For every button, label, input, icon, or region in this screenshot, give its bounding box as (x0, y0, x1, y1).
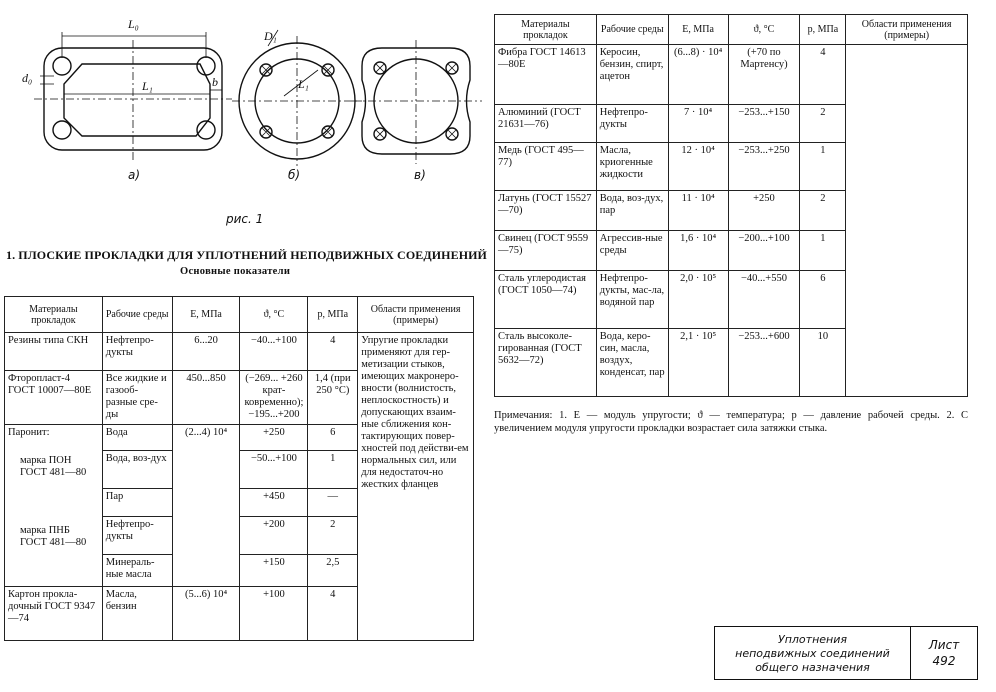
media-cell: Пар (102, 489, 172, 517)
modulus-cell: 1,6 · 10⁴ (668, 231, 728, 271)
title-block (714, 626, 978, 680)
material-cell: Картон прокла-дочный ГОСТ 9347—74 (5, 587, 103, 641)
header-temperature: ϑ, °C (240, 297, 308, 333)
material-cell: Свинец (ГОСТ 9559—75) (495, 231, 597, 271)
header-pressure: p, МПа (800, 15, 846, 45)
title-block-line-3: общего назначения (755, 661, 870, 674)
temperature-cell: +150 (240, 555, 308, 587)
application-cell: Упругие прокладки применяют для гер-метизации стыков, имеющих макронеро-вности (волнистость, неплоскостность) и допускающих взаим-ные сближения кон-тактирующих повер-хностей под действи-ем нормальных сил, или для недостаточ-но жестких фланцев (358, 333, 474, 641)
temperature-cell: +250 (240, 425, 308, 451)
material-cell: Алюминий (ГОСТ 21631—76) (495, 105, 597, 143)
modulus-cell: 2,1 · 10⁵ (668, 329, 728, 397)
table-header-row (5, 297, 474, 333)
material-cell-paronite (5, 425, 103, 587)
modulus-cell: (2...4) 10⁴ (172, 425, 240, 587)
pressure-cell: 4 (800, 45, 846, 105)
media-cell: Агрессив-ные среды (596, 231, 668, 271)
media-cell: Нефтепро-дукты, мас-ла, водяной пар (596, 271, 668, 329)
svg-text:L₀: L₀ (128, 17, 139, 31)
material-cell: Фибра ГОСТ 14613—80Е (495, 45, 597, 105)
header-temperature: ϑ, °C (728, 15, 800, 45)
title-block-line-1: Уплотнения (778, 633, 847, 646)
temperature-cell: +450 (240, 489, 308, 517)
figure-caption-a: а) (128, 168, 141, 182)
figure-caption: рис. 1 (226, 212, 264, 226)
temperature-cell: −253...+250 (728, 143, 800, 191)
pressure-cell: 2,5 (308, 555, 358, 587)
temperature-cell: +100 (240, 587, 308, 641)
sheet-number: 492 (932, 654, 956, 668)
temperature-cell: (+70 по Мартенсу) (728, 45, 800, 105)
temperature-cell: −50...+100 (240, 451, 308, 489)
temperature-cell: −40...+550 (728, 271, 800, 329)
temperature-cell: −253...+600 (728, 329, 800, 397)
media-cell: Нефтепро-дукты (102, 333, 172, 371)
media-cell: Керосин, бензин, спирт, ацетон (596, 45, 668, 105)
modulus-cell: 450...850 (172, 371, 240, 425)
application-cell (846, 45, 968, 397)
table-row (495, 45, 968, 105)
header-modulus: E, МПа (172, 297, 240, 333)
material-cell: Сталь высоколе-гированная (ГОСТ 5632—72) (495, 329, 597, 397)
header-material: Материалы прокладок (5, 297, 103, 333)
media-cell: Нефтепро-дукты (102, 517, 172, 555)
media-cell: Вода, воз-дух, пар (596, 191, 668, 231)
pressure-cell: 6 (308, 425, 358, 451)
svg-text:L₁: L₁ (142, 79, 153, 93)
sheet-label: Лист (928, 638, 960, 652)
modulus-cell: 2,0 · 10⁵ (668, 271, 728, 329)
header-application: Области применения (примеры) (846, 15, 968, 45)
modulus-cell: 12 · 10⁴ (668, 143, 728, 191)
title-block-text (715, 633, 910, 675)
modulus-cell: (5...6) 10⁴ (172, 587, 240, 641)
pressure-cell: 6 (800, 271, 846, 329)
material-cell: Фторопласт-4 ГОСТ 10007—80Е (5, 371, 103, 425)
title-block-line-2: неподвижных соединений (735, 647, 890, 660)
material-cell: Резины типа СКН (5, 333, 103, 371)
media-cell: Вода (102, 425, 172, 451)
temperature-cell: +200 (240, 517, 308, 555)
header-pressure: p, МПа (308, 297, 358, 333)
svg-text:b: b (212, 75, 218, 89)
figure-caption-b: б) (288, 168, 301, 182)
media-cell: Вода, воз-дух (102, 451, 172, 489)
pressure-cell: 2 (800, 191, 846, 231)
header-media: Рабочие среды (596, 15, 668, 45)
material-cell: Медь (ГОСТ 495—77) (495, 143, 597, 191)
media-cell: Вода, керо-син, масла, воздух, конденсат, пар (596, 329, 668, 397)
svg-text:d₀: d₀ (22, 71, 33, 85)
modulus-cell: (6...8) · 10⁴ (668, 45, 728, 105)
media-cell: Нефтепро-дукты (596, 105, 668, 143)
temperature-cell: −40...+100 (240, 333, 308, 371)
paronite-label: Паронит: (8, 427, 50, 438)
modulus-cell: 7 · 10⁴ (668, 105, 728, 143)
pressure-cell: 1 (308, 451, 358, 489)
modulus-cell: 6...20 (172, 333, 240, 371)
gasket-drawings-figure (0, 0, 490, 240)
sheet-box (911, 637, 977, 669)
gasket-inner-a (64, 64, 210, 136)
header-media: Рабочие среды (102, 297, 172, 333)
table-header-row (495, 15, 968, 45)
temperature-cell: +250 (728, 191, 800, 231)
temperature-cell: (−269... +260 крат-ковременно); −195...+200 (240, 371, 308, 425)
header-modulus: E, МПа (668, 15, 728, 45)
temperature-cell: −200...+100 (728, 231, 800, 271)
table-note: Примечания: 1. E — модуль упругости; ϑ — температура; p — давление рабочей среды. 2. С увеличением модуля упругости прокладки возрастает сила затяжки стыка. (494, 410, 968, 434)
pressure-cell: 2 (800, 105, 846, 143)
pressure-cell: 4 (308, 587, 358, 641)
pressure-cell: 1 (800, 143, 846, 191)
left-table (4, 296, 474, 641)
pressure-cell: 4 (308, 333, 358, 371)
header-material: Материалы прокладок (495, 15, 597, 45)
modulus-cell: 11 · 10⁴ (668, 191, 728, 231)
paronite-grade-pon: марка ПОН ГОСТ 481—80 (20, 455, 87, 478)
svg-text:D₁: D₁ (264, 29, 277, 43)
media-cell: Масла, бензин (102, 587, 172, 641)
paronite-grade-pnb: марка ПНБ ГОСТ 481—80 (20, 525, 87, 548)
media-cell: Минераль-ные масла (102, 555, 172, 587)
material-cell: Сталь углеродистая (ГОСТ 1050—74) (495, 271, 597, 329)
pressure-cell: 2 (308, 517, 358, 555)
media-cell: Все жидкие и газооб-разные сре-ды (102, 371, 172, 425)
media-cell: Масла, криогенные жидкости (596, 143, 668, 191)
header-application: Области применения (примеры) (358, 297, 474, 333)
pressure-cell: — (308, 489, 358, 517)
svg-text:L₁: L₁ (298, 77, 309, 91)
pressure-cell: 1 (800, 231, 846, 271)
section-title: 1. ПЛОСКИЕ ПРОКЛАДКИ ДЛЯ УПЛОТНЕНИЙ НЕПОДВИЖНЫХ СОЕДИНЕНИЙ (6, 248, 487, 262)
section-subtitle: Основные показатели (180, 266, 291, 277)
table-row (5, 333, 474, 371)
pressure-cell: 10 (800, 329, 846, 397)
material-cell: Латунь (ГОСТ 15527—70) (495, 191, 597, 231)
pressure-cell: 1,4 (при 250 °C) (308, 371, 358, 425)
temperature-cell: −253...+150 (728, 105, 800, 143)
right-table (494, 14, 968, 397)
figure-caption-c: в) (414, 168, 426, 182)
